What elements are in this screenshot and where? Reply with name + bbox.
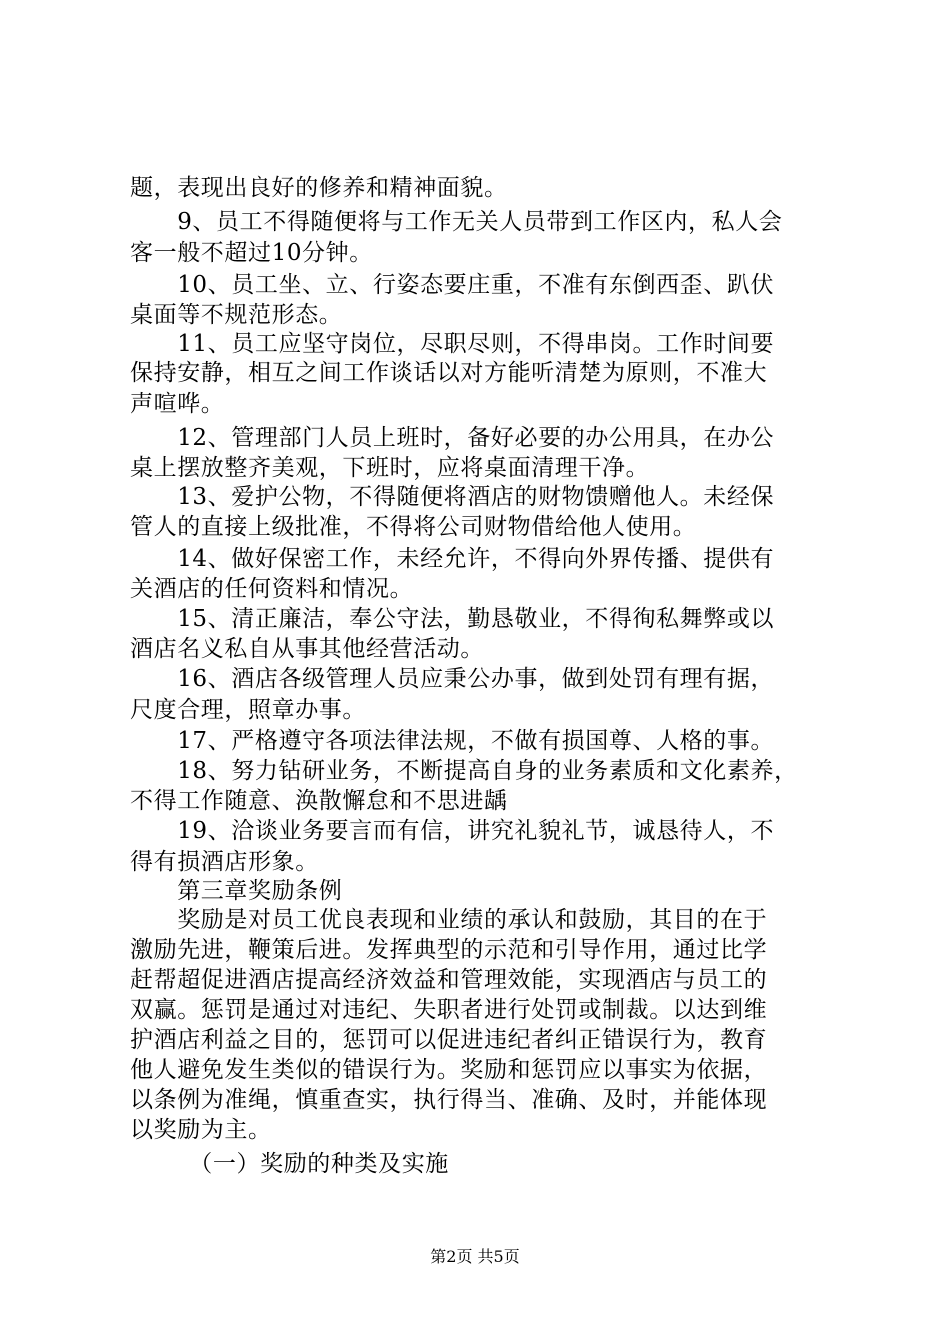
section-heading: 第三章奖励条例 (130, 878, 343, 904)
text-line: 9、员工不得随便将与工作无关人员带到工作区内，私人会 (130, 209, 783, 235)
text-line: 声喧哗。 (130, 391, 225, 417)
text-line: 14、做好保密工作，未经允许，不得向外界传播、提供有 (130, 546, 775, 572)
text-line: 桌面等不规范形态。 (130, 302, 343, 328)
text-line: 客一般不超过10分钟。 (130, 240, 373, 266)
text-line: 12、管理部门人员上班时，备好必要的办公用具，在办公 (130, 425, 775, 451)
text-line: 赶帮超促进酒店提高经济效益和管理效能，实现酒店与员工的 (130, 967, 768, 993)
text-line: 10、员工坐、立、行姿态要庄重，不准有东倒西歪、趴伏 (130, 272, 775, 298)
text-line: 双赢。惩罚是通过对违纪、失职者进行处罚或制裁。以达到维 (130, 997, 768, 1023)
page-footer (0, 1247, 950, 1267)
text-line: 尺度合理，照章办事。 (130, 697, 366, 723)
text-line: 11、员工应坚守岗位，尽职尽则，不得串岗。工作时间要 (130, 331, 775, 357)
text-line: 13、爱护公物，不得随便将酒店的财物馈赠他人。未经保 (130, 484, 775, 510)
text-line: 题，表现出良好的修养和精神面貌。 (130, 175, 508, 201)
text-line: 管人的直接上级批准，不得将公司财物借给他人使用。 (130, 514, 697, 540)
text-line: 19、洽谈业务要言而有信，讲究礼貌礼节，诚恳待人，不 (130, 818, 775, 844)
text-line: 奖励是对员工优良表现和业绩的承认和鼓励，其目的在于 (130, 907, 768, 933)
text-line: 他人避免发生类似的错误行为。奖励和惩罚应以事实为依据， (130, 1057, 768, 1083)
text-line: 以奖励为主。 (130, 1117, 272, 1143)
text-line: 关酒店的任何资料和情况。 (130, 576, 414, 602)
text-line: 17、严格遵守各项法律法规，不做有损国尊、人格的事。 (130, 728, 775, 754)
subsection-heading: （一）奖励的种类及实施 (130, 1151, 449, 1177)
text-line: 16、酒店各级管理人员应秉公办事，做到处罚有理有据， (130, 666, 775, 692)
text-line: 桌上摆放整齐美观，下班时，应将桌面清理干净。 (130, 455, 650, 481)
text-line: 18、努力钻研业务，不断提高自身的业务素质和文化素养， (130, 758, 798, 784)
text-line: 15、清正廉洁，奉公守法，勤恳敬业，不得徇私舞弊或以 (130, 606, 775, 632)
text-line: 激励先进，鞭策后进。发挥典型的示范和引导作用，通过比学 (130, 937, 768, 963)
text-line: 护酒店利益之目的，惩罚可以促进违纪者纠正错误行为，教育 (130, 1027, 768, 1053)
text-line: 不得工作随意、涣散懈怠和不思进龋 (130, 788, 508, 814)
text-line: 以条例为准绳，慎重查实，执行得当、准确、及时，并能体现 (130, 1087, 768, 1113)
text-line: 保持安静，相互之间工作谈话以对方能听清楚为原则，不准大 (130, 360, 768, 386)
page-indicator: 第2页 共5页 (430, 1247, 520, 1266)
text-line: 酒店名义私自从事其他经营活动。 (130, 636, 484, 662)
text-line: 得有损酒店形象。 (130, 849, 319, 875)
